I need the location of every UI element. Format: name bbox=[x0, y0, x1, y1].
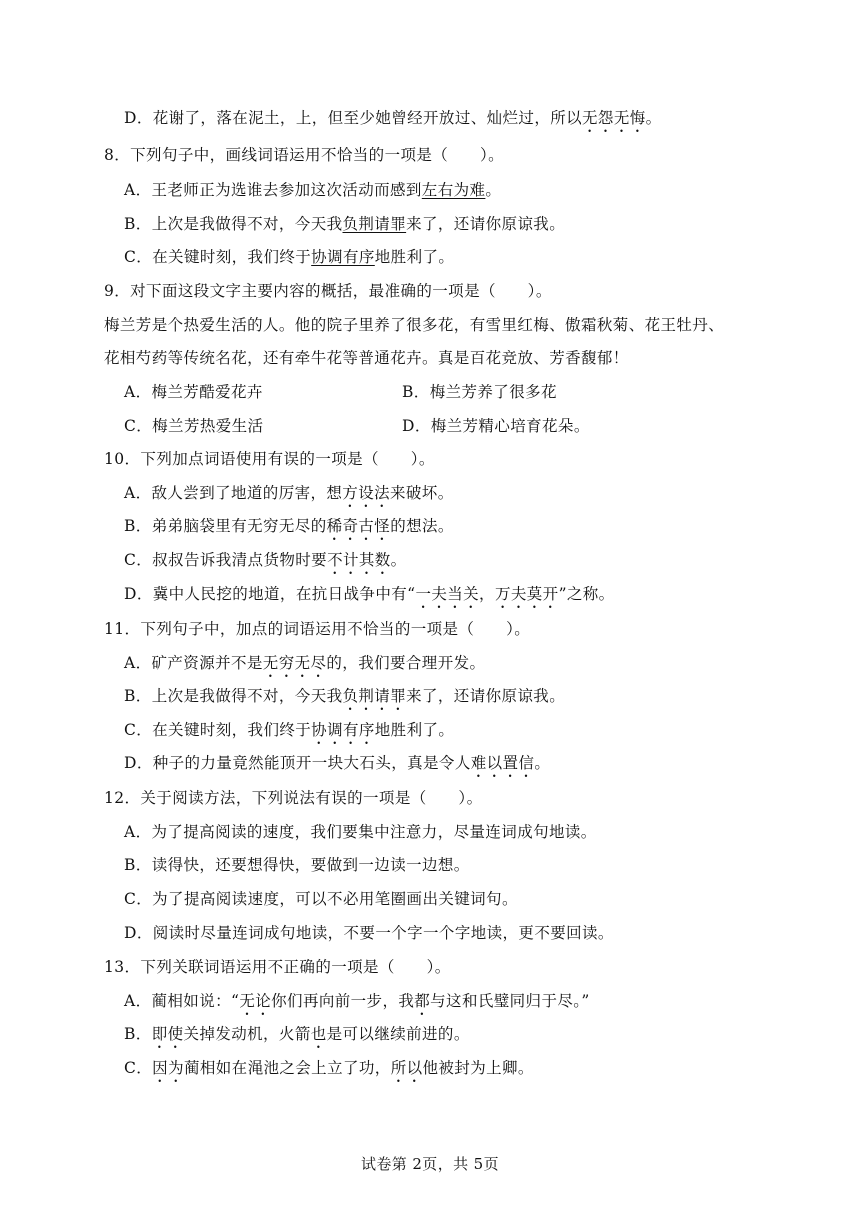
text: 的，我们要合理开发。 bbox=[326, 654, 486, 672]
text: 来破坏。 bbox=[390, 484, 454, 502]
q12-option-b: B．读得快，还要想得快，要做到一边读一边想。 bbox=[124, 856, 470, 874]
q10-option-d bbox=[124, 582, 615, 612]
text: 来了，还请你原谅我。 bbox=[406, 687, 566, 705]
dotted-word: 因为 bbox=[152, 1059, 184, 1077]
dotted-word: 难以置信 bbox=[470, 754, 535, 772]
dotted-word: 负荆请罪 bbox=[342, 687, 407, 705]
q13-option-c bbox=[124, 1056, 534, 1086]
q12-option-c: C．为了提高阅读速度，可以不必用笔圈画出关键词句。 bbox=[124, 890, 518, 908]
text: 。 bbox=[534, 754, 551, 772]
text: D．花谢了，落在泥土，上，但至少她曾经开放过、灿烂过，所以 bbox=[124, 109, 583, 127]
text: C．在关键时刻，我们终于 bbox=[124, 248, 312, 266]
text: 。 bbox=[645, 109, 662, 127]
dotted-word: 方设法 bbox=[342, 484, 390, 502]
text: 的想法。 bbox=[390, 517, 454, 535]
q8-option-a bbox=[124, 178, 501, 202]
text: 与这和氏璧同归于尽。” bbox=[430, 992, 590, 1010]
text: C．在关键时刻，我们终于 bbox=[124, 721, 312, 739]
text: C． bbox=[124, 1059, 153, 1077]
underlined-word: 负荆请罪 bbox=[342, 215, 407, 233]
text: D．种子的力量竟然能顶开一块大石头，真是令人 bbox=[124, 754, 471, 772]
text: 来了，还请你原谅我。 bbox=[406, 215, 566, 233]
underlined-word: 协调有序 bbox=[311, 248, 375, 266]
dotted-word: 一夫当关，万夫莫开 bbox=[415, 585, 559, 603]
q10-option-c bbox=[124, 548, 407, 578]
q13-stem: 13．下列关联词语运用不正确的一项是（ ）。 bbox=[104, 958, 451, 976]
text: 是可以继续前进的。 bbox=[326, 1025, 470, 1043]
q10-option-b bbox=[124, 514, 454, 544]
q11-option-d bbox=[124, 751, 550, 781]
q8-stem: 8．下列句子中，画线词语运用不恰当的一项是（ ）。 bbox=[104, 146, 505, 164]
q11-option-c bbox=[124, 718, 454, 748]
text: B．弟弟脑袋里有无穷无尽的 bbox=[124, 517, 327, 535]
text: A．矿产资源并不是 bbox=[124, 654, 263, 672]
q8-option-b bbox=[124, 212, 565, 236]
text: 关掉发动机，火箭 bbox=[183, 1025, 311, 1043]
dotted-word: 协调有序 bbox=[311, 721, 375, 739]
q12-option-a: A．为了提高阅读的速度，我们要集中注意力，尽量连词成句地读。 bbox=[124, 823, 597, 841]
q9-option-d: D．梅兰芳精心培育花朵。 bbox=[402, 417, 590, 435]
q9-option-a: A．梅兰芳酷爱花卉 bbox=[124, 383, 263, 401]
q9-option-b: B．梅兰芳养了很多花 bbox=[402, 383, 557, 401]
text: B．上次是我做得不对，今天我 bbox=[124, 687, 343, 705]
q8-option-c bbox=[124, 245, 454, 269]
text: D．冀中人民挖的地道，在抗日战争中有“ bbox=[124, 585, 416, 603]
q9-passage-line-2: 花相芍药等传统名花，还有牵牛花等普通花卉。真是百花竞放、芳香馥郁！ bbox=[104, 349, 629, 367]
text: 地胜利了。 bbox=[374, 721, 455, 739]
text: B．上次是我做得不对，今天我 bbox=[124, 215, 343, 233]
text: 地胜利了。 bbox=[374, 248, 455, 266]
q12-stem: 12．关于阅读方法，下列说法有误的一项是（ ）。 bbox=[104, 789, 483, 807]
text: 你们再向前一步，我 bbox=[271, 992, 415, 1010]
q11-stem: 11．下列句子中，加点的词语运用不恰当的一项是（ ）。 bbox=[104, 620, 531, 638]
q10-stem: 10．下列加点词语使用有误的一项是（ ）。 bbox=[104, 450, 435, 468]
dotted-word: 无穷无尽 bbox=[262, 654, 327, 672]
page-footer: 试卷第 2页，共 5页 bbox=[360, 1155, 500, 1173]
text: 他被封为上卿。 bbox=[422, 1059, 534, 1077]
q9-stem: 9．对下面这段文字主要内容的概括，最准确的一项是（ ）。 bbox=[104, 282, 552, 300]
text: A．蔺相如说：“ bbox=[124, 992, 240, 1010]
q10-option-a bbox=[124, 481, 454, 511]
q12-option-d: D．阅读时尽量连词成句地读，不要一个字一个字地读，更不要回读。 bbox=[124, 924, 614, 942]
text: 蔺相如在渑池之会上立了功， bbox=[183, 1059, 391, 1077]
dotted-word: 也 bbox=[310, 1025, 327, 1043]
q7-option-d bbox=[124, 106, 662, 136]
dotted-word: 即使 bbox=[151, 1025, 184, 1043]
text: A．王老师正为选谁去参加这次活动而感到 bbox=[124, 181, 422, 199]
text: A．敌人尝到了地道的厉害，想 bbox=[124, 484, 343, 502]
q13-option-b bbox=[124, 1022, 470, 1052]
text: C．叔叔告诉我清点货物时要 bbox=[124, 551, 328, 569]
q9-option-c: C．梅兰芳热爱生活 bbox=[124, 417, 264, 435]
dotted-word: 所以 bbox=[390, 1059, 423, 1077]
dotted-word: 无怨无悔 bbox=[582, 109, 646, 127]
dotted-word: 都 bbox=[414, 992, 431, 1010]
dotted-word: 稀奇古怪 bbox=[326, 517, 391, 535]
dotted-word: 不计其数 bbox=[327, 551, 391, 569]
text: ”之称。 bbox=[558, 585, 615, 603]
q11-option-b bbox=[124, 684, 565, 714]
q9-passage-line-1: 梅兰芳是个热爱生活的人。他的院子里养了很多花，有雪里红梅、傲霜秋菊、花王牡丹、 bbox=[104, 316, 725, 334]
underlined-word: 左右为难 bbox=[421, 181, 486, 199]
q13-option-a bbox=[124, 989, 590, 1019]
text: B． bbox=[124, 1025, 152, 1043]
text: 。 bbox=[485, 181, 502, 199]
q11-option-a bbox=[124, 651, 485, 681]
dotted-word: 无论 bbox=[239, 992, 272, 1010]
text: 。 bbox=[390, 551, 407, 569]
